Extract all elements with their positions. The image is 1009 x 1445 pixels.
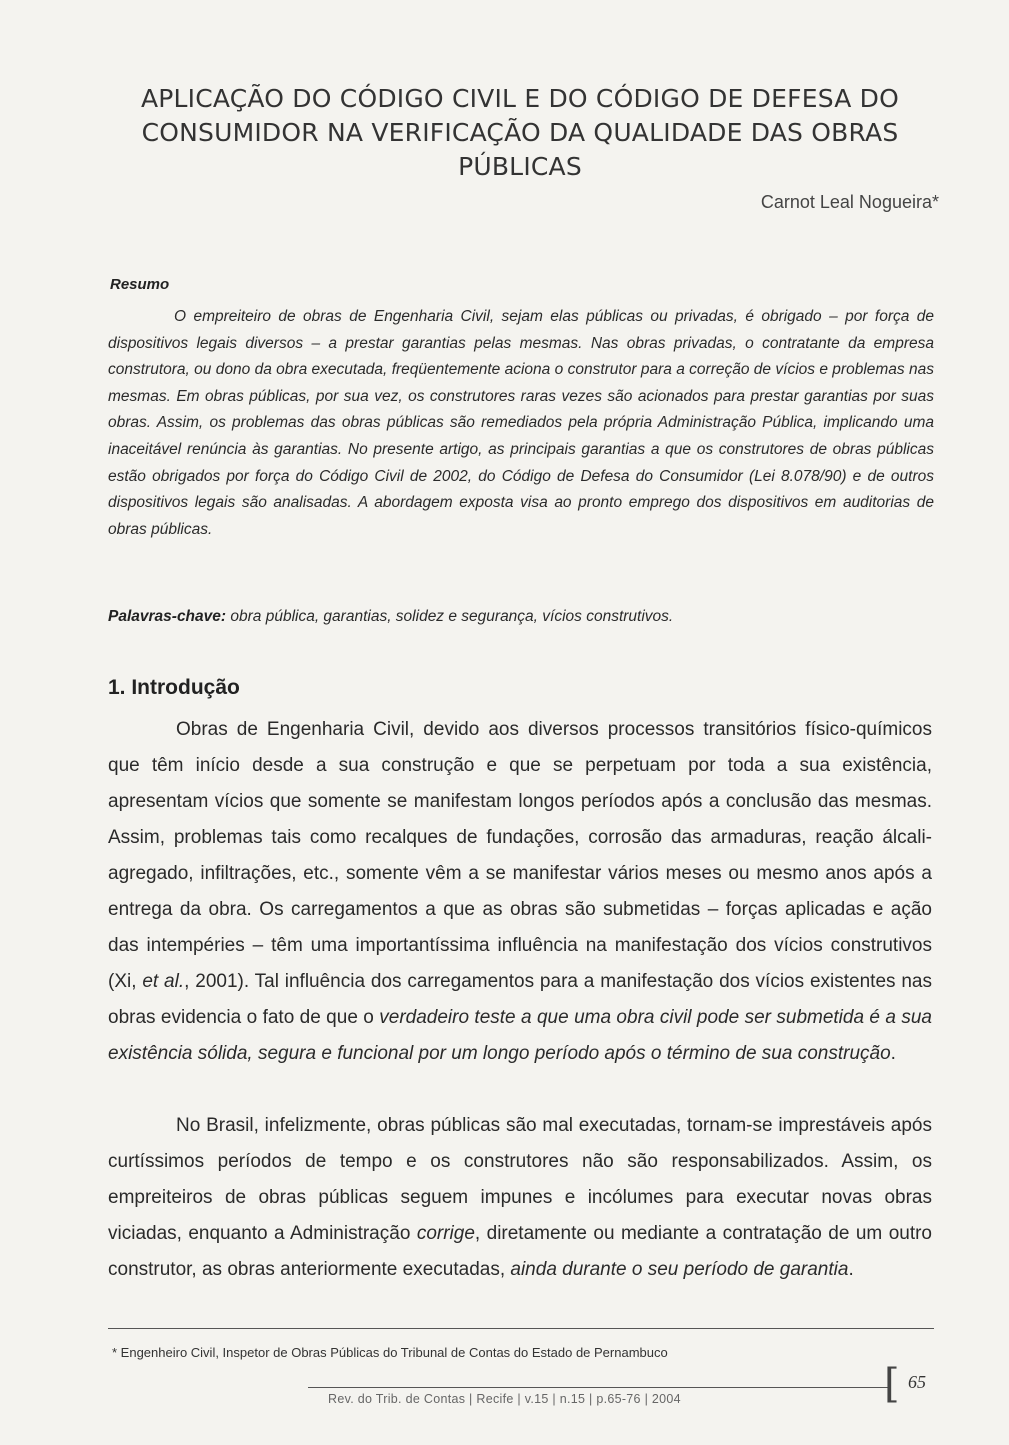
abstract-label: Resumo <box>110 276 170 293</box>
intro-paragraph-1 <box>108 712 932 1072</box>
section-title: 1. Introdução <box>108 676 240 699</box>
p1-italic-quote: verdadeiro teste a que uma obra civil pode ser submetida é a sua existência sólida, segura e funcional por um longo período após o término de sua construção <box>108 1007 932 1064</box>
page-bracket: [ <box>884 1361 900 1407</box>
keywords-label: Palavras-chave: <box>108 608 227 625</box>
journal-citation: Rev. do Trib. de Contas | Recife | v.15 | n.15 | p.65-76 | 2004 <box>328 1392 681 1406</box>
p2-end: . <box>848 1259 854 1280</box>
p1-end: . <box>890 1043 896 1064</box>
p2-text-b: , diretamente ou mediante a contratação de um outro construtor, as obras anteriormente executadas, <box>108 1223 933 1280</box>
author-name: Carnot Leal Nogueira* <box>760 192 939 212</box>
keywords-text: obra pública, garantias, solidez e segurança, vícios construtivos. <box>230 608 674 625</box>
intro-paragraph-2 <box>108 1108 932 1288</box>
p2-italic-corrige: corrige <box>416 1223 475 1244</box>
footnote-divider <box>108 1328 934 1329</box>
article-title: APLICAÇÃO DO CÓDIGO CIVIL E DO CÓDIGO DE DEFESA DO CONSUMIDOR NA VERIFICAÇÃO DA QUALIDADE DAS OBRAS PÚBLICAS <box>140 84 900 181</box>
keywords <box>108 608 934 626</box>
footnote: * Engenheiro Civil, Inspetor de Obras Públicas do Tribunal de Contas do Estado de Pernambuco <box>112 1345 668 1360</box>
p2-italic-garantia: ainda durante o seu período de garantia <box>510 1259 849 1280</box>
page-number: 65 <box>908 1372 926 1392</box>
abstract-text: O empreiteiro de obras de Engenharia Civil, sejam elas públicas ou privadas, é obrigado – por força de dispositivos legais diversos – a prestar garantias pelas mesmas. Nas obras privadas, o contratante da empresa construtora, ou dono da obra executada, freqüentemente aciona o construtor para a correção de vícios e problemas nas mesmas. Em obras públicas, por sua vez, os construtores raras vezes são acionados para prestar garantias por suas obras. Assim, os problemas das obras públicas são remediados pela própria Administração Pública, implicando uma inaceitável renúncia às garantias. No presente artigo, as principais garantias a que os construtores de obras públicas estão obrigados por força do Código Civil de 2002, do Código de Defesa do Consumidor (Lei 8.078/90) e de outros dispositivos legais são analisadas. A abordagem exposta visa ao pronto emprego dos dispositivos em auditorias de obras públicas. <box>108 308 934 538</box>
p1-text-b: , 2001). Tal influência dos carregamentos para a manifestação dos vícios existentes nas obras evidencia o fato de que o <box>108 971 932 1028</box>
p2-text-a: No Brasil, infelizmente, obras públicas são mal executadas, tornam-se imprestáveis após curtíssimos períodos de tempo e os construtores não são responsabilizados. Assim, os empreiteiros de obras públicas seguem impunes e incólumes para executar novas obras viciadas, enquanto a Administração <box>108 1115 932 1244</box>
p1-etal: et al. <box>142 971 185 992</box>
footer-divider <box>308 1387 890 1388</box>
p1-text-a: Obras de Engenharia Civil, devido aos diversos processos transitórios físico-químicos que têm início desde a sua construção e que se perpetuam por toda a sua existência, apresentam vícios que somente se manifestam longos períodos após a conclusão das mesmas. Assim, problemas tais como recalques de fundações, corrosão das armaduras, reação álcali-agregado, infiltrações, etc., somente vêm a se manifestar vários meses ou mesmo anos após a entrega da obra. Os carregamentos a que as obras são submetidas – forças aplicadas e ação das intempéries – têm uma importantíssima influência na manifestação dos vícios construtivos (Xi, <box>108 719 932 992</box>
